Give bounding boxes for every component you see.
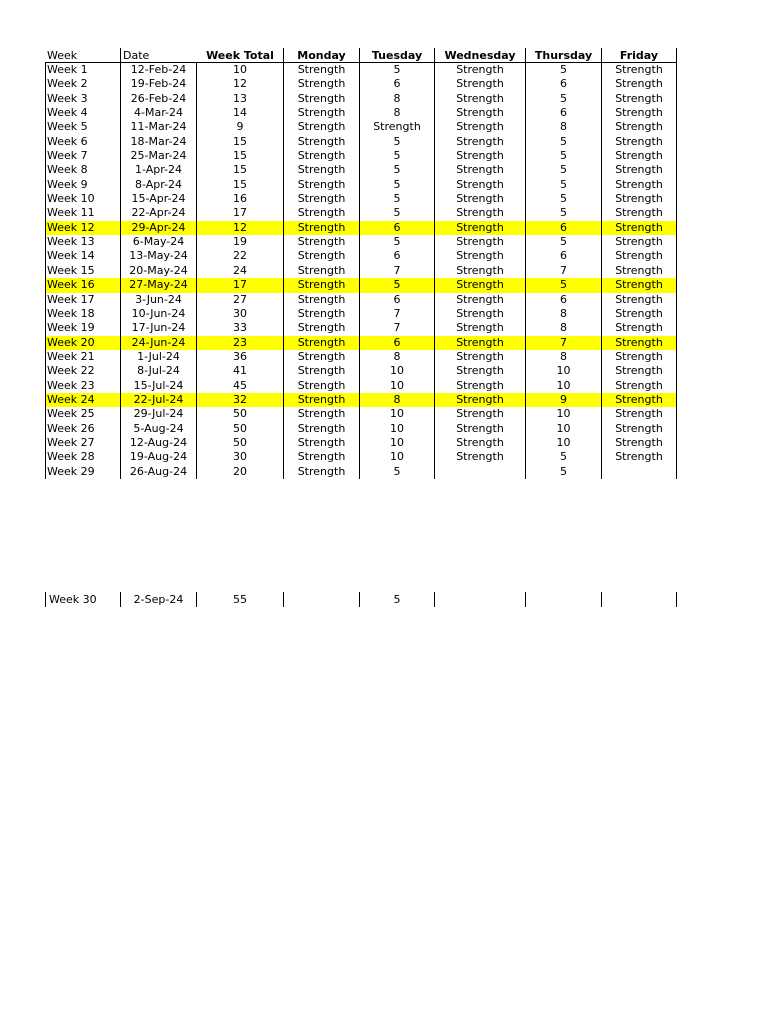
cell-monday[interactable]: Strength <box>284 249 360 263</box>
cell-date[interactable]: 13-May-24 <box>121 249 197 263</box>
cell-date[interactable]: 15-Jul-24 <box>121 379 197 393</box>
cell-thursday[interactable]: 7 <box>526 336 602 350</box>
cell-monday[interactable]: Strength <box>284 163 360 177</box>
cell-thursday[interactable]: 10 <box>526 436 602 450</box>
cell-thursday[interactable]: 5 <box>526 149 602 163</box>
cell-friday[interactable] <box>602 465 677 479</box>
cell-monday[interactable]: Strength <box>284 192 360 206</box>
cell-monday[interactable]: Strength <box>284 379 360 393</box>
cell-date[interactable]: 19-Aug-24 <box>121 450 197 464</box>
cell-wednesday[interactable]: Strength <box>435 135 526 149</box>
cell-friday[interactable]: Strength <box>602 120 677 134</box>
week-30-row <box>45 592 677 607</box>
cell-friday[interactable]: Strength <box>602 249 677 263</box>
cell-week-total[interactable]: 27 <box>197 293 284 307</box>
cell-tuesday[interactable]: 5 <box>360 63 435 77</box>
cell-tuesday[interactable]: 8 <box>360 393 435 407</box>
cell-tuesday[interactable]: 7 <box>360 321 435 335</box>
cell-week-total[interactable]: 41 <box>197 364 284 378</box>
cell-week-total[interactable]: 33 <box>197 321 284 335</box>
cell-date[interactable]: 20-May-24 <box>121 264 197 278</box>
cell-date[interactable]: 11-Mar-24 <box>121 120 197 134</box>
cell-date[interactable]: 22-Apr-24 <box>121 206 197 220</box>
cell-date[interactable]: 18-Mar-24 <box>121 135 197 149</box>
cell-week-total[interactable]: 19 <box>197 235 284 249</box>
cell-wednesday[interactable]: Strength <box>435 450 526 464</box>
cell-week[interactable]: Week 25 <box>45 407 121 421</box>
cell-friday[interactable]: Strength <box>602 278 677 292</box>
cell-week[interactable]: Week 20 <box>45 336 121 350</box>
cell-date[interactable]: 26-Feb-24 <box>121 92 197 106</box>
cell-friday[interactable]: Strength <box>602 379 677 393</box>
cell-thursday[interactable]: 10 <box>526 407 602 421</box>
cell-tuesday[interactable]: 5 <box>360 278 435 292</box>
cell-monday[interactable]: Strength <box>284 92 360 106</box>
cell-monday[interactable]: Strength <box>284 235 360 249</box>
cell-week-total[interactable]: 45 <box>197 379 284 393</box>
cell-monday[interactable]: Strength <box>284 422 360 436</box>
cell-week[interactable]: Week 8 <box>45 163 121 177</box>
cell-thursday[interactable]: 5 <box>526 178 602 192</box>
cell-week[interactable]: Week 16 <box>45 278 121 292</box>
cell-week-total[interactable]: 36 <box>197 350 284 364</box>
cell-date[interactable]: 10-Jun-24 <box>121 307 197 321</box>
cell-week[interactable]: Week 10 <box>45 192 121 206</box>
cell-tuesday[interactable]: 7 <box>360 264 435 278</box>
cell-date[interactable]: 1-Apr-24 <box>121 163 197 177</box>
cell-wednesday[interactable]: Strength <box>435 63 526 77</box>
cell-week[interactable]: Week 29 <box>45 465 121 479</box>
header-week-total[interactable]: Week Total <box>197 48 284 63</box>
cell-thursday[interactable]: 8 <box>526 120 602 134</box>
cell-wednesday[interactable]: Strength <box>435 293 526 307</box>
cell-week-total[interactable]: 16 <box>197 192 284 206</box>
cell-week-total[interactable]: 24 <box>197 264 284 278</box>
cell-date[interactable]: 15-Apr-24 <box>121 192 197 206</box>
cell-week[interactable]: Week 17 <box>45 293 121 307</box>
cell-monday[interactable]: Strength <box>284 106 360 120</box>
cell-wednesday[interactable]: Strength <box>435 336 526 350</box>
cell-week-total[interactable]: 15 <box>197 135 284 149</box>
cell-week[interactable]: Week 26 <box>45 422 121 436</box>
header-date[interactable]: Date <box>123 49 150 62</box>
cell-monday[interactable] <box>284 592 360 607</box>
cell-week-total[interactable]: 23 <box>197 336 284 350</box>
cell-wednesday[interactable]: Strength <box>435 249 526 263</box>
cell-friday[interactable]: Strength <box>602 364 677 378</box>
cell-monday[interactable]: Strength <box>284 278 360 292</box>
cell-week[interactable]: Week 4 <box>45 106 121 120</box>
header-week[interactable]: Week <box>45 48 121 63</box>
cell-wednesday[interactable]: Strength <box>435 393 526 407</box>
cell-monday[interactable]: Strength <box>284 135 360 149</box>
cell-friday[interactable]: Strength <box>602 77 677 91</box>
cell-thursday[interactable]: 8 <box>526 307 602 321</box>
cell-monday[interactable]: Strength <box>284 393 360 407</box>
cell-week-total[interactable]: 30 <box>197 450 284 464</box>
cell-week[interactable]: Week 23 <box>45 379 121 393</box>
cell-tuesday[interactable]: 8 <box>360 106 435 120</box>
cell-date[interactable]: 29-Apr-24 <box>121 221 197 235</box>
header-divider <box>45 62 677 63</box>
cell-thursday[interactable]: 5 <box>526 450 602 464</box>
cell-monday[interactable]: Strength <box>284 465 360 479</box>
cell-date[interactable]: 26-Aug-24 <box>121 465 197 479</box>
cell-tuesday[interactable]: 6 <box>360 336 435 350</box>
cell-date[interactable]: 4-Mar-24 <box>121 106 197 120</box>
cell-date[interactable]: 5-Aug-24 <box>121 422 197 436</box>
cell-tuesday[interactable]: 10 <box>360 364 435 378</box>
cell-wednesday[interactable]: Strength <box>435 321 526 335</box>
cell-wednesday[interactable]: Strength <box>435 307 526 321</box>
cell-thursday[interactable]: 5 <box>526 465 602 479</box>
cell-tuesday[interactable]: 8 <box>360 350 435 364</box>
cell-date[interactable]: 24-Jun-24 <box>121 336 197 350</box>
cell-wednesday[interactable]: Strength <box>435 422 526 436</box>
cell-monday[interactable]: Strength <box>284 264 360 278</box>
cell-tuesday[interactable]: 5 <box>360 163 435 177</box>
cell-monday[interactable]: Strength <box>284 321 360 335</box>
cell-week-total[interactable]: 30 <box>197 307 284 321</box>
cell-thursday[interactable]: 5 <box>526 92 602 106</box>
cell-wednesday[interactable]: Strength <box>435 178 526 192</box>
cell-monday[interactable]: Strength <box>284 149 360 163</box>
cell-wednesday[interactable]: Strength <box>435 364 526 378</box>
cell-week[interactable]: Week 27 <box>45 436 121 450</box>
cell-week-total[interactable]: 32 <box>197 393 284 407</box>
cell-friday[interactable]: Strength <box>602 63 677 77</box>
cell-tuesday[interactable]: 7 <box>360 307 435 321</box>
cell-tuesday[interactable]: 5 <box>360 135 435 149</box>
cell-friday[interactable]: Strength <box>602 135 677 149</box>
cell-thursday[interactable]: 5 <box>526 235 602 249</box>
cell-thursday[interactable]: 10 <box>526 422 602 436</box>
cell-friday[interactable]: Strength <box>602 221 677 235</box>
cell-friday[interactable]: Strength <box>602 163 677 177</box>
cell-tuesday[interactable]: 5 <box>360 206 435 220</box>
cell-week[interactable]: Week 21 <box>45 350 121 364</box>
cell-wednesday[interactable]: Strength <box>435 407 526 421</box>
header-thursday[interactable]: Thursday <box>526 48 602 63</box>
cell-date[interactable]: 25-Mar-24 <box>121 149 197 163</box>
cell-week-total[interactable]: 50 <box>197 422 284 436</box>
cell-monday[interactable]: Strength <box>284 120 360 134</box>
cell-thursday[interactable]: 8 <box>526 350 602 364</box>
cell-friday[interactable]: Strength <box>602 92 677 106</box>
cell-wednesday[interactable]: Strength <box>435 149 526 163</box>
cell-wednesday[interactable]: Strength <box>435 350 526 364</box>
cell-wednesday[interactable]: Strength <box>435 436 526 450</box>
cell-week-total[interactable]: 22 <box>197 249 284 263</box>
cell-week[interactable]: Week 14 <box>45 249 121 263</box>
cell-week[interactable]: Week 12 <box>45 221 121 235</box>
cell-week[interactable]: Week 1 <box>45 63 121 77</box>
cell-date[interactable]: 27-May-24 <box>121 278 197 292</box>
cell-wednesday[interactable]: Strength <box>435 235 526 249</box>
cell-wednesday[interactable]: Strength <box>435 192 526 206</box>
cell-date[interactable]: 8-Jul-24 <box>121 364 197 378</box>
cell-tuesday[interactable]: 5 <box>360 465 435 479</box>
cell-friday[interactable]: Strength <box>602 149 677 163</box>
cell-week-total[interactable]: 13 <box>197 92 284 106</box>
cell-week[interactable]: Week 3 <box>45 92 121 106</box>
cell-thursday[interactable]: 6 <box>526 249 602 263</box>
header-tuesday[interactable]: Tuesday <box>360 48 435 63</box>
cell-wednesday[interactable]: Strength <box>435 206 526 220</box>
cell-date[interactable]: 1-Jul-24 <box>121 350 197 364</box>
cell-friday[interactable]: Strength <box>602 192 677 206</box>
cell-thursday[interactable]: 10 <box>526 379 602 393</box>
cell-friday[interactable]: Strength <box>602 206 677 220</box>
cell-week-total[interactable]: 15 <box>197 163 284 177</box>
cell-week-total[interactable]: 10 <box>197 63 284 77</box>
cell-monday[interactable]: Strength <box>284 293 360 307</box>
cell-friday[interactable]: Strength <box>602 321 677 335</box>
cell-week[interactable]: Week 7 <box>45 149 121 163</box>
cell-thursday[interactable]: 5 <box>526 135 602 149</box>
cell-thursday[interactable]: 5 <box>526 206 602 220</box>
cell-friday[interactable] <box>602 592 677 607</box>
cell-tuesday[interactable]: 5 <box>360 235 435 249</box>
cell-thursday[interactable]: 10 <box>526 364 602 378</box>
cell-wednesday[interactable]: Strength <box>435 120 526 134</box>
cell-tuesday[interactable]: 8 <box>360 92 435 106</box>
cell-tuesday[interactable]: 10 <box>360 422 435 436</box>
cell-date[interactable]: 29-Jul-24 <box>121 407 197 421</box>
cell-tuesday[interactable]: 10 <box>360 436 435 450</box>
cell-monday[interactable]: Strength <box>284 436 360 450</box>
cell-wednesday[interactable]: Strength <box>435 106 526 120</box>
cell-week[interactable]: Week 28 <box>45 450 121 464</box>
cell-tuesday[interactable]: 5 <box>360 192 435 206</box>
cell-week[interactable]: Week 30 <box>45 592 121 607</box>
cell-monday[interactable]: Strength <box>284 307 360 321</box>
cell-date[interactable]: 19-Feb-24 <box>121 77 197 91</box>
cell-wednesday[interactable]: Strength <box>435 278 526 292</box>
cell-thursday[interactable]: 6 <box>526 221 602 235</box>
cell-friday[interactable]: Strength <box>602 336 677 350</box>
cell-thursday[interactable]: 6 <box>526 106 602 120</box>
cell-week-total[interactable]: 15 <box>197 178 284 192</box>
cell-friday[interactable]: Strength <box>602 235 677 249</box>
cell-week[interactable]: Week 22 <box>45 364 121 378</box>
cell-thursday[interactable]: 5 <box>526 63 602 77</box>
cell-thursday[interactable]: 7 <box>526 264 602 278</box>
header-friday[interactable]: Friday <box>602 48 677 63</box>
cell-tuesday[interactable]: 10 <box>360 379 435 393</box>
cell-monday[interactable]: Strength <box>284 206 360 220</box>
cell-date[interactable]: 2-Sep-24 <box>121 592 197 607</box>
cell-date[interactable]: 22-Jul-24 <box>121 393 197 407</box>
cell-monday[interactable]: Strength <box>284 77 360 91</box>
cell-week-total[interactable]: 50 <box>197 436 284 450</box>
cell-tuesday[interactable]: 6 <box>360 221 435 235</box>
cell-monday[interactable]: Strength <box>284 221 360 235</box>
cell-date[interactable]: 3-Jun-24 <box>121 293 197 307</box>
cell-week[interactable]: Week 11 <box>45 206 121 220</box>
cell-monday[interactable]: Strength <box>284 336 360 350</box>
cell-thursday[interactable]: 5 <box>526 163 602 177</box>
cell-wednesday[interactable] <box>435 592 526 607</box>
cell-tuesday[interactable]: 6 <box>360 249 435 263</box>
cell-friday[interactable]: Strength <box>602 178 677 192</box>
cell-friday[interactable]: Strength <box>602 293 677 307</box>
cell-week[interactable]: Week 13 <box>45 235 121 249</box>
cell-week-total[interactable]: 14 <box>197 106 284 120</box>
cell-wednesday[interactable]: Strength <box>435 77 526 91</box>
cell-date[interactable]: 12-Feb-24 <box>121 63 197 77</box>
cell-tuesday[interactable]: 5 <box>360 178 435 192</box>
cell-friday[interactable]: Strength <box>602 350 677 364</box>
cell-monday[interactable]: Strength <box>284 364 360 378</box>
cell-tuesday[interactable]: 10 <box>360 407 435 421</box>
cell-monday[interactable]: Strength <box>284 407 360 421</box>
cell-friday[interactable]: Strength <box>602 393 677 407</box>
cell-thursday[interactable] <box>526 592 602 607</box>
cell-week[interactable]: Week 24 <box>45 393 121 407</box>
cell-monday[interactable]: Strength <box>284 178 360 192</box>
cell-date[interactable]: 12-Aug-24 <box>121 436 197 450</box>
cell-monday[interactable]: Strength <box>284 63 360 77</box>
cell-week-total[interactable]: 50 <box>197 407 284 421</box>
cell-wednesday[interactable]: Strength <box>435 379 526 393</box>
cell-friday[interactable]: Strength <box>602 436 677 450</box>
cell-wednesday[interactable]: Strength <box>435 92 526 106</box>
cell-week[interactable]: Week 5 <box>45 120 121 134</box>
cell-date[interactable]: 8-Apr-24 <box>121 178 197 192</box>
cell-monday[interactable]: Strength <box>284 350 360 364</box>
cell-friday[interactable]: Strength <box>602 264 677 278</box>
cell-week-total[interactable]: 15 <box>197 149 284 163</box>
cell-week-total[interactable]: 12 <box>197 77 284 91</box>
cell-wednesday[interactable]: Strength <box>435 264 526 278</box>
cell-tuesday[interactable]: Strength <box>360 120 435 134</box>
cell-week[interactable]: Week 15 <box>45 264 121 278</box>
cell-date[interactable]: 6-May-24 <box>121 235 197 249</box>
cell-friday[interactable]: Strength <box>602 106 677 120</box>
cell-thursday[interactable]: 8 <box>526 321 602 335</box>
cell-tuesday[interactable]: 6 <box>360 293 435 307</box>
cell-tuesday[interactable]: 5 <box>360 592 435 607</box>
cell-week[interactable]: Week 2 <box>45 77 121 91</box>
cell-week-total[interactable]: 20 <box>197 465 284 479</box>
cell-monday[interactable]: Strength <box>284 450 360 464</box>
cell-thursday[interactable]: 9 <box>526 393 602 407</box>
cell-week-total[interactable]: 17 <box>197 206 284 220</box>
cell-week[interactable]: Week 19 <box>45 321 121 335</box>
cell-tuesday[interactable]: 5 <box>360 149 435 163</box>
header-wednesday[interactable]: Wednesday <box>435 48 526 63</box>
cell-friday[interactable]: Strength <box>602 307 677 321</box>
cell-thursday[interactable]: 5 <box>526 278 602 292</box>
cell-date[interactable]: 17-Jun-24 <box>121 321 197 335</box>
header-monday[interactable]: Monday <box>284 48 360 63</box>
cell-wednesday[interactable]: Strength <box>435 163 526 177</box>
cell-thursday[interactable]: 6 <box>526 77 602 91</box>
cell-friday[interactable]: Strength <box>602 422 677 436</box>
cell-week-total[interactable]: 9 <box>197 120 284 134</box>
cell-week[interactable]: Week 18 <box>45 307 121 321</box>
cell-tuesday[interactable]: 6 <box>360 77 435 91</box>
cell-thursday[interactable]: 6 <box>526 293 602 307</box>
cell-week-total[interactable]: 55 <box>197 592 284 607</box>
cell-week-total[interactable]: 17 <box>197 278 284 292</box>
cell-week-total[interactable]: 12 <box>197 221 284 235</box>
cell-tuesday[interactable]: 10 <box>360 450 435 464</box>
schedule-table <box>45 48 677 479</box>
cell-wednesday[interactable]: Strength <box>435 221 526 235</box>
cell-week[interactable]: Week 6 <box>45 135 121 149</box>
cell-friday[interactable]: Strength <box>602 450 677 464</box>
cell-thursday[interactable]: 5 <box>526 192 602 206</box>
cell-friday[interactable]: Strength <box>602 407 677 421</box>
cell-week[interactable]: Week 9 <box>45 178 121 192</box>
cell-wednesday[interactable] <box>435 465 526 479</box>
